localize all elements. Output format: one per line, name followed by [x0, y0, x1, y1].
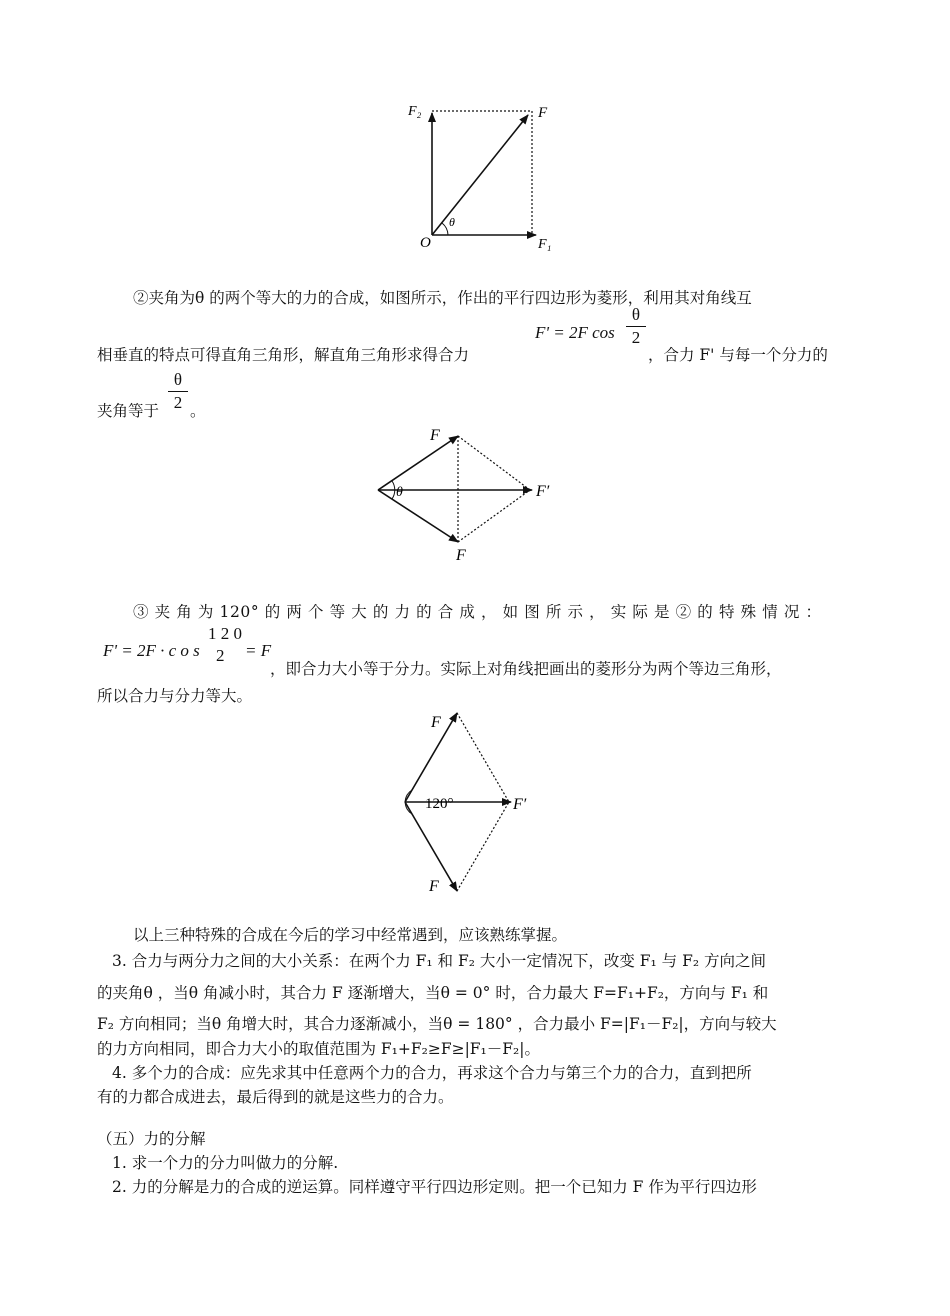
dotted-lower — [458, 490, 530, 542]
para3-fraction — [204, 624, 246, 666]
label-o: O — [420, 235, 431, 251]
body-line-9: 1. 求一个力的分力叫做力的分解. — [112, 1154, 339, 1172]
upper-force — [378, 436, 458, 490]
fraction-bar — [168, 391, 188, 392]
figure-1-force-rectangle — [400, 95, 560, 255]
para2-fraction — [626, 305, 646, 348]
body-line-1: 以上三种特殊的合成在今后的学习中经常遇到，应该熟练掌握。 — [133, 926, 568, 944]
body-line-2: 3. 合力与两分力之间的大小关系：在两个力 F₁ 和 F₂ 大小一定情况下，改变 F₁ 与 F₂ 方向之间 — [112, 952, 767, 970]
para2-line2a: 相垂直的特点可得直角三角形，解直角三角形求得合力 — [97, 346, 470, 364]
label-f-bottom: F — [456, 547, 466, 564]
dotted-upper — [457, 713, 509, 802]
section-heading: （五）力的分解 — [97, 1130, 206, 1148]
label-f1: F₁ — [538, 237, 552, 252]
fraction-numerator: θ — [631, 305, 641, 324]
para3-formula: F' = 2F · c o s — [103, 641, 200, 660]
para2-fraction-2 — [168, 370, 188, 413]
para3-formula-end: = F — [245, 641, 272, 660]
para2-line1: ②夹角为θ 的两个等大的力的合成，如图所示，作出的平行四边形为菱形，利用其对角线互 — [133, 289, 752, 307]
figure-3-120-degree — [395, 705, 555, 900]
label-f-prime: F′ — [513, 796, 527, 813]
theta-arc — [442, 223, 448, 235]
para3-line1: ③ 夹 角 为 120° 的 两 个 等 大 的 力 的 合 成 ， 如 图 所 示 ， 实 际 是 ② 的 特 殊 情 况 ： — [133, 603, 822, 621]
body-line-10: 2. 力的分解是力的合成的逆运算。同样遵守平行四边形定则。把一个已知力 F 作为平行四边形 — [112, 1178, 757, 1196]
fraction-denominator: 2 — [631, 328, 641, 347]
body-line-7: 有的力都合成进去，最后得到的就是这些力的合力。 — [97, 1088, 454, 1106]
label-120: 120° — [425, 796, 454, 812]
label-f: F — [538, 105, 548, 121]
dotted-upper — [458, 436, 530, 490]
label-theta: θ — [449, 215, 455, 229]
label-f2: F₂ — [408, 104, 422, 119]
lower-force — [378, 490, 458, 542]
para2-formula: F' = 2F cos — [535, 323, 615, 342]
label-f-prime: F′ — [536, 483, 550, 500]
fraction-numerator: θ — [173, 370, 183, 389]
dotted-lower — [457, 802, 509, 891]
body-line-3: 的夹角θ ，当θ 角减小时，其合力 F 逐渐增大，当θ = 0° 时，合力最大 F=F₁+F₂，方向与 F₁ 和 — [97, 984, 769, 1002]
fraction-denominator: 2 — [173, 393, 183, 412]
fraction-numerator: 1 2 0 — [208, 624, 242, 643]
para3-line3: 所以合力与分力等大。 — [97, 687, 253, 705]
body-line-4: F₂ 方向相同；当θ 角增大时，其合力逐渐减小，当θ = 180° ，合力最小 F=|F₁－F₂|，方向与较大 — [97, 1015, 777, 1033]
para2-line2b: ，合力 F' 与每一个分力的 — [648, 346, 828, 364]
para3-line2b: ，即合力大小等于分力。实际上对角线把画出的菱形分为两个等边三角形， — [270, 660, 782, 678]
body-line-5: 的力方向相同，即合力大小的取值范围为 F₁+F₂≥F≥|F₁－F₂|。 — [97, 1040, 540, 1058]
para2-line3b: 。 — [190, 402, 206, 420]
label-f-bottom: F — [429, 878, 439, 895]
resultant-vector — [432, 115, 528, 235]
label-theta: θ — [396, 485, 403, 500]
fraction-bar — [626, 326, 646, 327]
fraction-denominator: 2 — [216, 646, 225, 665]
para2-line3a: 夹角等于 — [97, 402, 160, 420]
body-line-6: 4. 多个力的合成：应先求其中任意两个力的合力，再求这个合力与第三个力的合力，直到把所 — [112, 1064, 752, 1082]
label-f-top: F — [431, 714, 441, 731]
figure-2-rhombus — [370, 420, 580, 565]
label-f-top: F — [430, 427, 440, 444]
